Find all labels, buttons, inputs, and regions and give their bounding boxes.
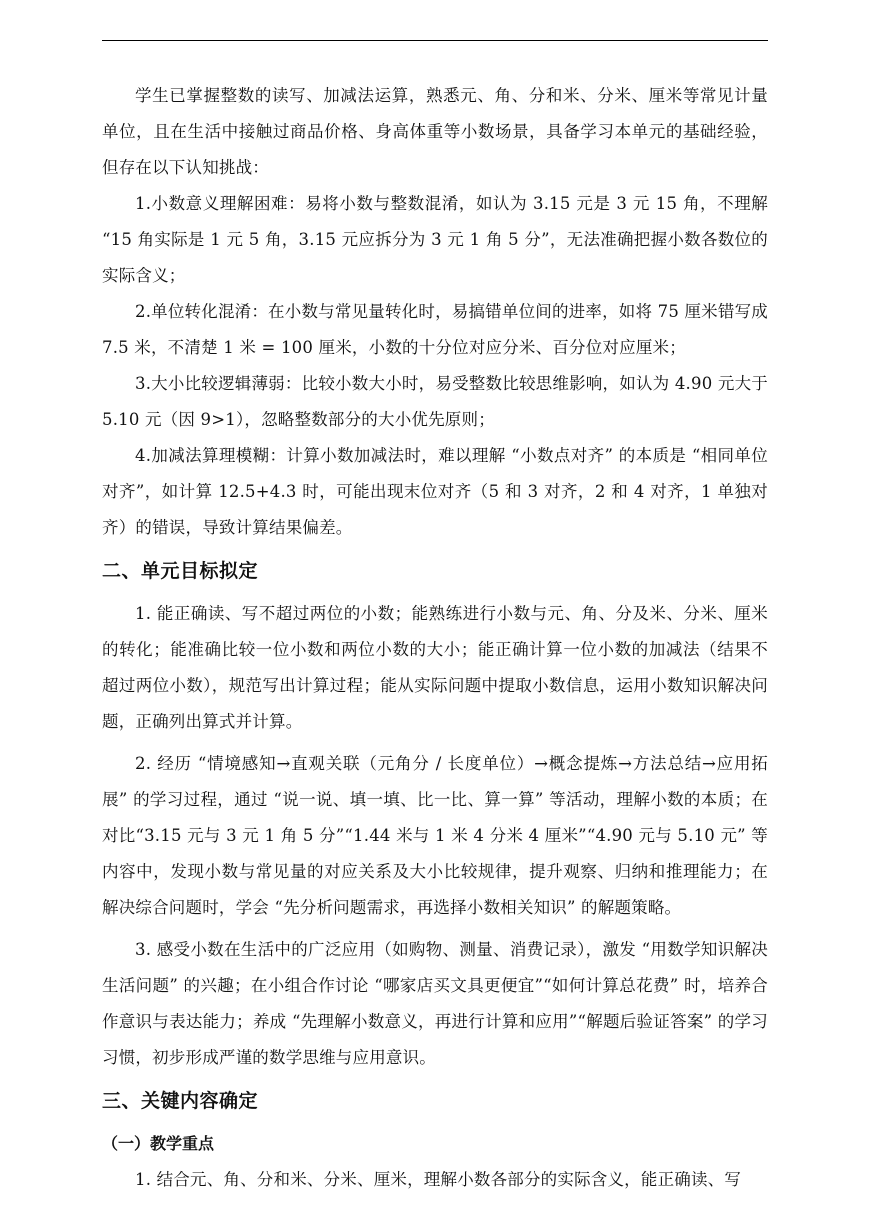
- subsection-heading-focus: （一）教学重点: [102, 1134, 215, 1153]
- challenge-item: 4.加减法算理模糊：计算小数加减法时，难以理解 “小数点对齐” 的本质是 “相同单位对齐”，如计算 12.5+4.3 时，可能出现末位对齐（5 和 3 对齐，2 和 4 对齐，1 单独对齐）的错误，导致计算结果偏差。: [102, 446, 768, 537]
- section-heading-goals: 二、单元目标拟定: [102, 560, 259, 582]
- challenge-item: 2.单位转化混淆：在小数与常见量转化时，易搞错单位间的进率，如将 75 厘米错写成 7.5 米，不清楚 1 米 = 100 厘米，小数的十分位对应分米、百分位对应厘米；: [102, 302, 768, 357]
- section-heading-key-content: 三、关键内容确定: [102, 1090, 259, 1112]
- header-rule: [102, 40, 768, 41]
- goal-item: 3. 感受小数在生活中的广泛应用（如购物、测量、消费记录），激发 “用数学知识解决生活问题” 的兴趣；在小组合作讨论 “哪家店买文具更便宜”“如何计算总花费” 时，培养合作意识与表达能力；养成 “先理解小数意义，再进行计算和应用”“解题后验证答案” 的学习习惯，初步形成严谨的数学思维与应用意识。: [102, 940, 768, 1067]
- goal-item: 2. 经历 “情境感知→直观关联（元角分 / 长度单位）→概念提炼→方法总结→应用拓展” 的学习过程，通过 “说一说、填一填、比一比、算一算” 等活动，理解小数的本质；在对比“3.15 元与 3 元 1 角 5 分”“1.44 米与 1 米 4 分米 4 厘米”“4.90 元与 5.10 元” 等内容中，发现小数与常见量的对应关系及大小比较规律，提升观察、归纳和推理能力；在解决综合问题时，学会 “先分析问题需求，再选择小数相关知识” 的解题策略。: [102, 754, 768, 917]
- focus-item: 1. 结合元、角、分和米、分米、厘米，理解小数各部分的实际含义，能正确读、写: [135, 1170, 742, 1189]
- challenge-item: 1.小数意义理解困难：易将小数与整数混淆，如认为 3.15 元是 3 元 15 角，不理解 “15 角实际是 1 元 5 角，3.15 元应拆分为 3 元 1 角 5 分”，无法准确把握小数各数位的实际含义；: [102, 194, 768, 285]
- intro-paragraph: 学生已掌握整数的读写、加减法运算，熟悉元、角、分和米、分米、厘米等常见计量单位，且在生活中接触过商品价格、身高体重等小数场景，具备学习本单元的基础经验，但存在以下认知挑战：: [102, 86, 768, 177]
- goal-item: 1. 能正确读、写不超过两位的小数；能熟练进行小数与元、角、分及米、分米、厘米的转化；能准确比较一位小数和两位小数的大小；能正确计算一位小数的加减法（结果不超过两位小数），规范写出计算过程；能从实际问题中提取小数信息，运用小数知识解决问题，正确列出算式并计算。: [102, 604, 768, 731]
- challenge-item: 3.大小比较逻辑薄弱：比较小数大小时，易受整数比较思维影响，如认为 4.90 元大于 5.10 元（因 9>1），忽略整数部分的大小优先原则；: [102, 374, 768, 429]
- document-body: [102, 78, 768, 1198]
